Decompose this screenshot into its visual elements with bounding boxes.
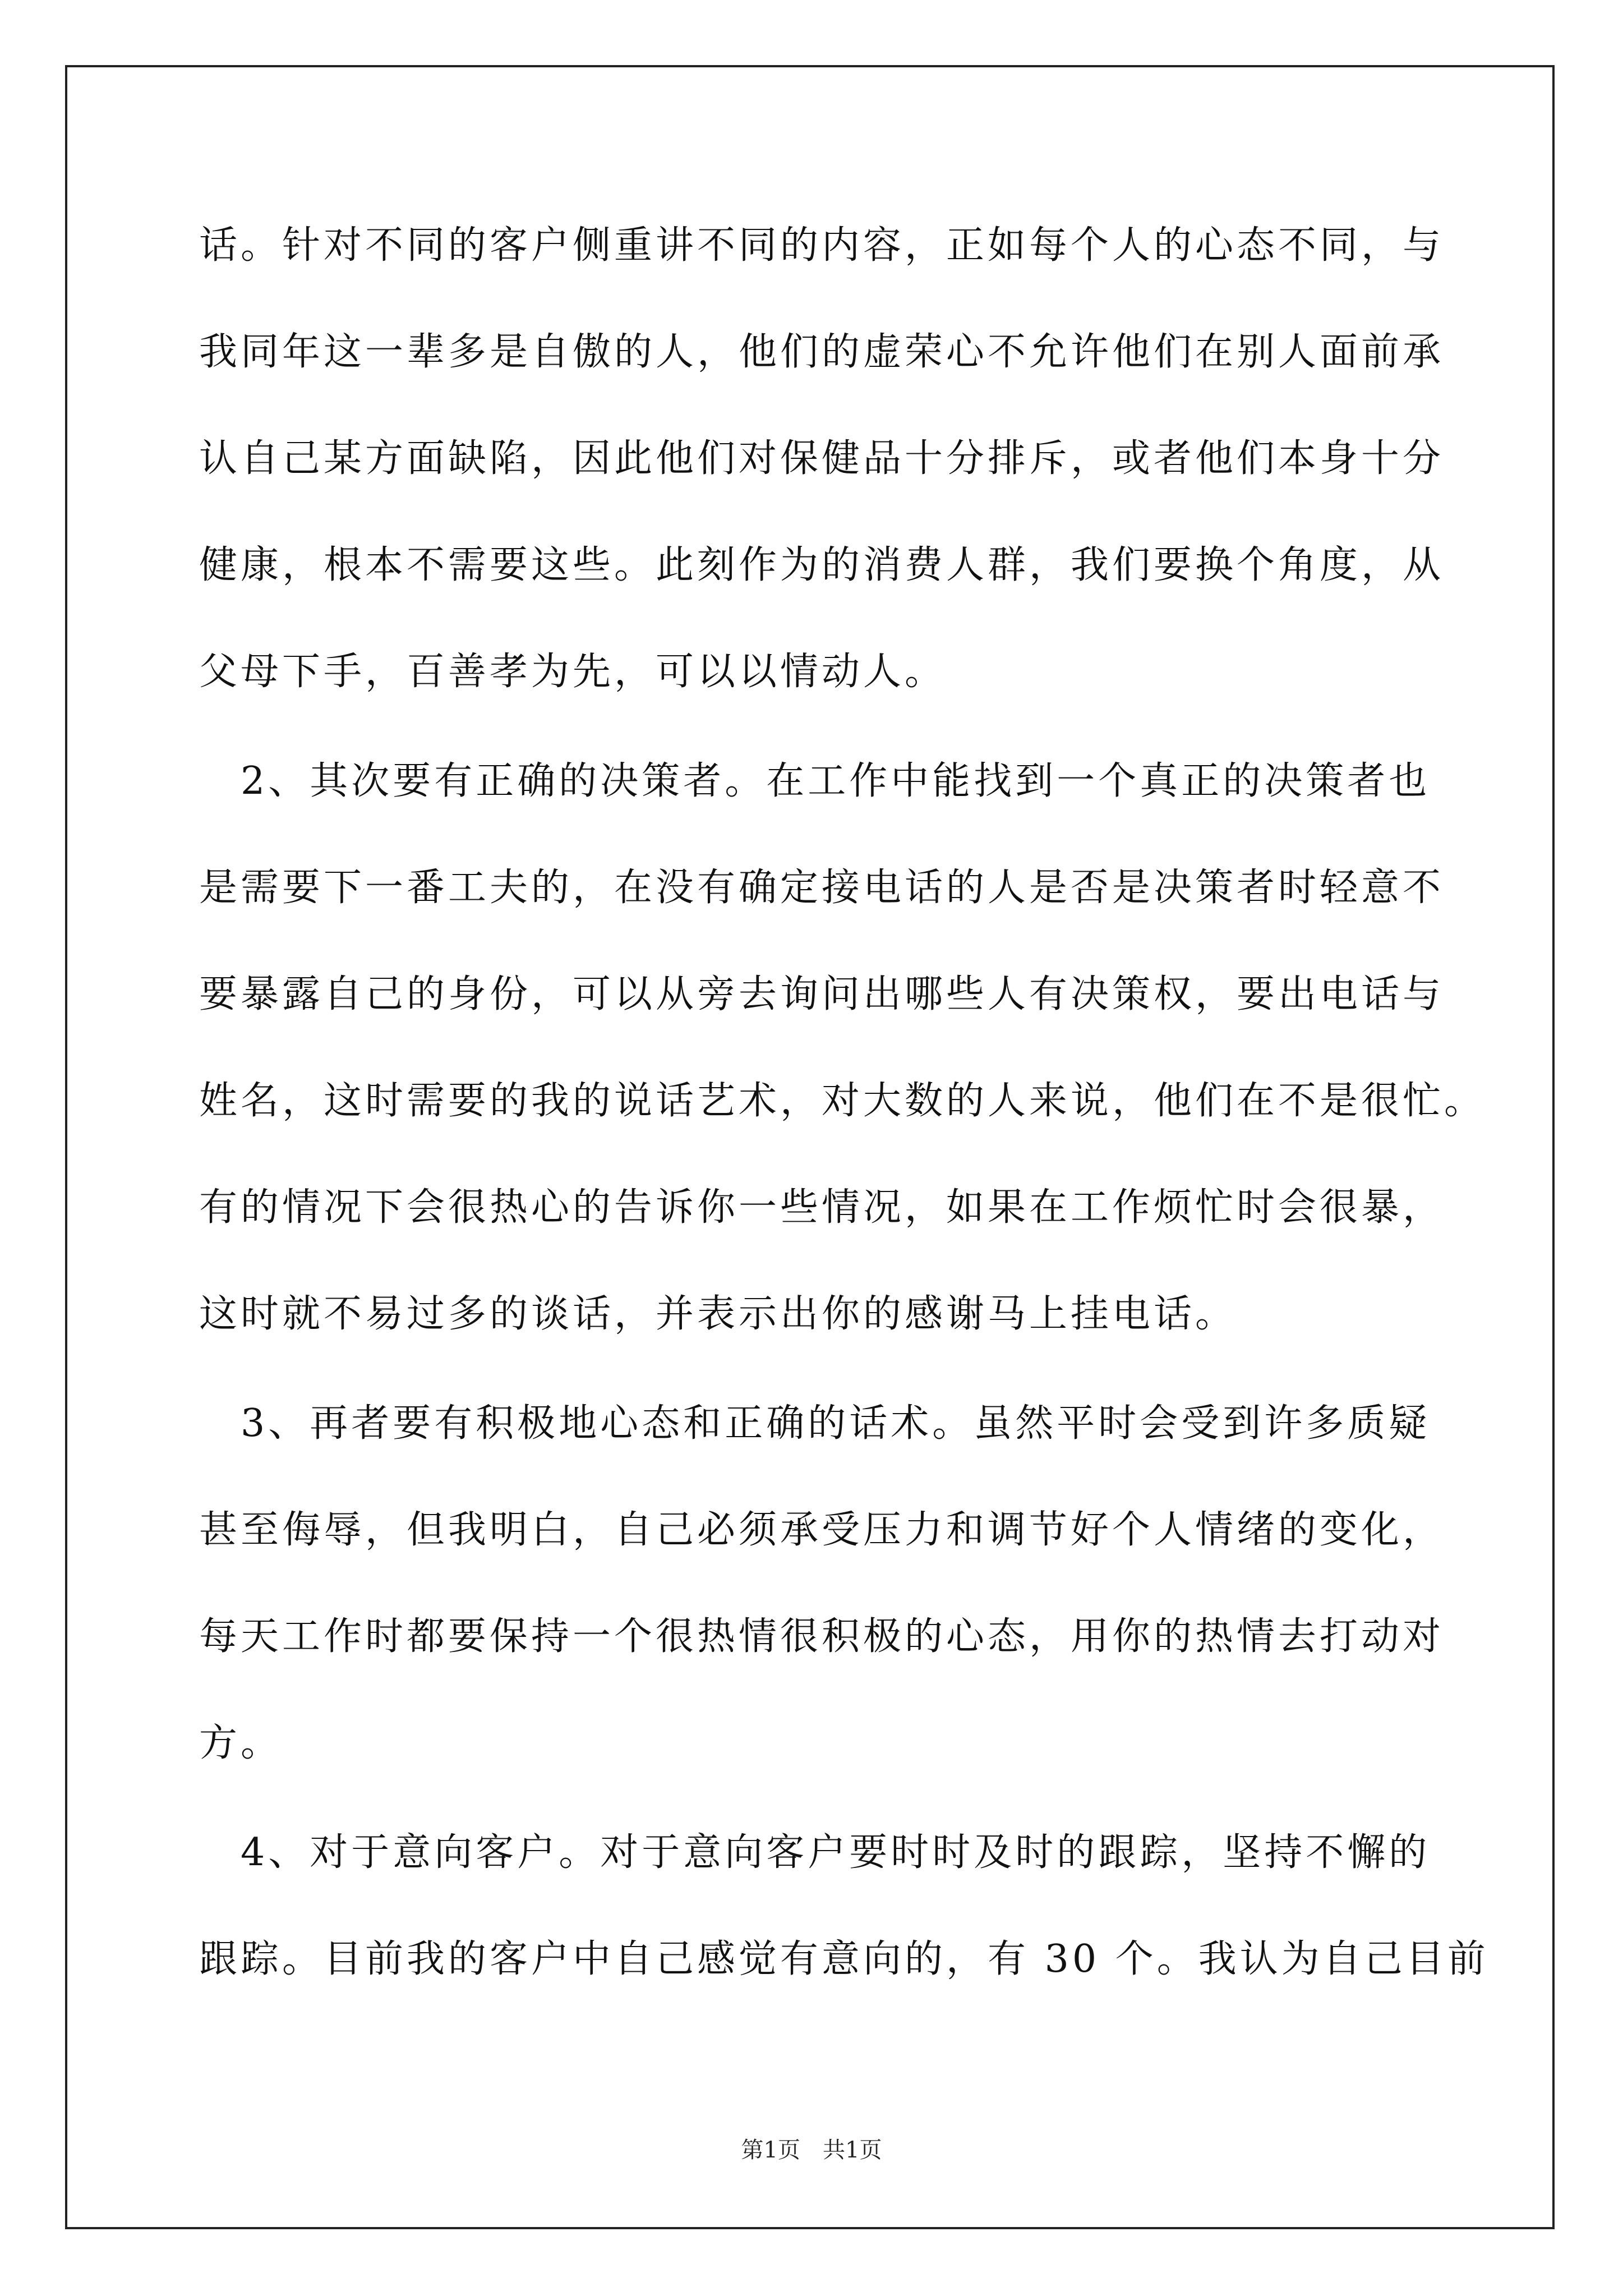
text-line: 有的情况下会很热心的告诉你一些情况，如果在工作烦忙时会很暴， — [199, 1185, 1445, 1230]
text-line: 2、其次要有正确的决策者。在工作中能找到一个真正的决策者也 — [199, 759, 1431, 803]
text-line: 是需要下一番工夫的，在没有确定接电话的人是否是决策者时轻意不 — [199, 866, 1445, 910]
text-line: 健康，根本不需要这些。此刻作为的消费人群，我们要换个角度，从 — [199, 543, 1445, 587]
text-line: 认自己某方面缺陷，因此他们对保健品十分排斥，或者他们本身十分 — [199, 436, 1445, 481]
text-line: 每天工作时都要保持一个很热情很积极的心态，用你的热情去打动对 — [199, 1614, 1445, 1659]
text-line: 这时就不易过多的谈话，并表示出你的感谢马上挂电话。 — [199, 1292, 1237, 1336]
text-line: 4、对于意向客户。对于意向客户要时时及时的跟踪，坚持不懈的 — [199, 1830, 1431, 1875]
text-line: 父母下手，百善孝为先，可以以情动人。 — [199, 650, 947, 694]
text-line: 跟踪。目前我的客户中自己感觉有意向的，有 30 个。我认为自己目前 — [199, 1937, 1489, 1981]
text-line: 3、再者要有积极地心态和正确的话术。虽然平时会受到许多质疑 — [199, 1401, 1431, 1446]
text-line: 方。 — [199, 1721, 283, 1765]
text-line: 我同年这一辈多是自傲的人，他们的虚荣心不允许他们在别人面前承 — [199, 330, 1445, 374]
page-footer: 第1页 共1页 — [741, 2137, 882, 2163]
text-line: 话。针对不同的客户侧重讲不同的内容，正如每个人的心态不同，与 — [199, 223, 1445, 268]
text-line: 甚至侮辱，但我明白，自己必须承受压力和调节好个人情绪的变化， — [199, 1508, 1445, 1552]
page-border — [65, 65, 1555, 2229]
text-line: 要暴露自己的身份，可以从旁去询问出哪些人有决策权，要出电话与 — [199, 972, 1445, 1016]
text-line: 姓名，这时需要的我的说话艺术，对大数的人来说，他们在不是很忙。 — [199, 1079, 1486, 1123]
